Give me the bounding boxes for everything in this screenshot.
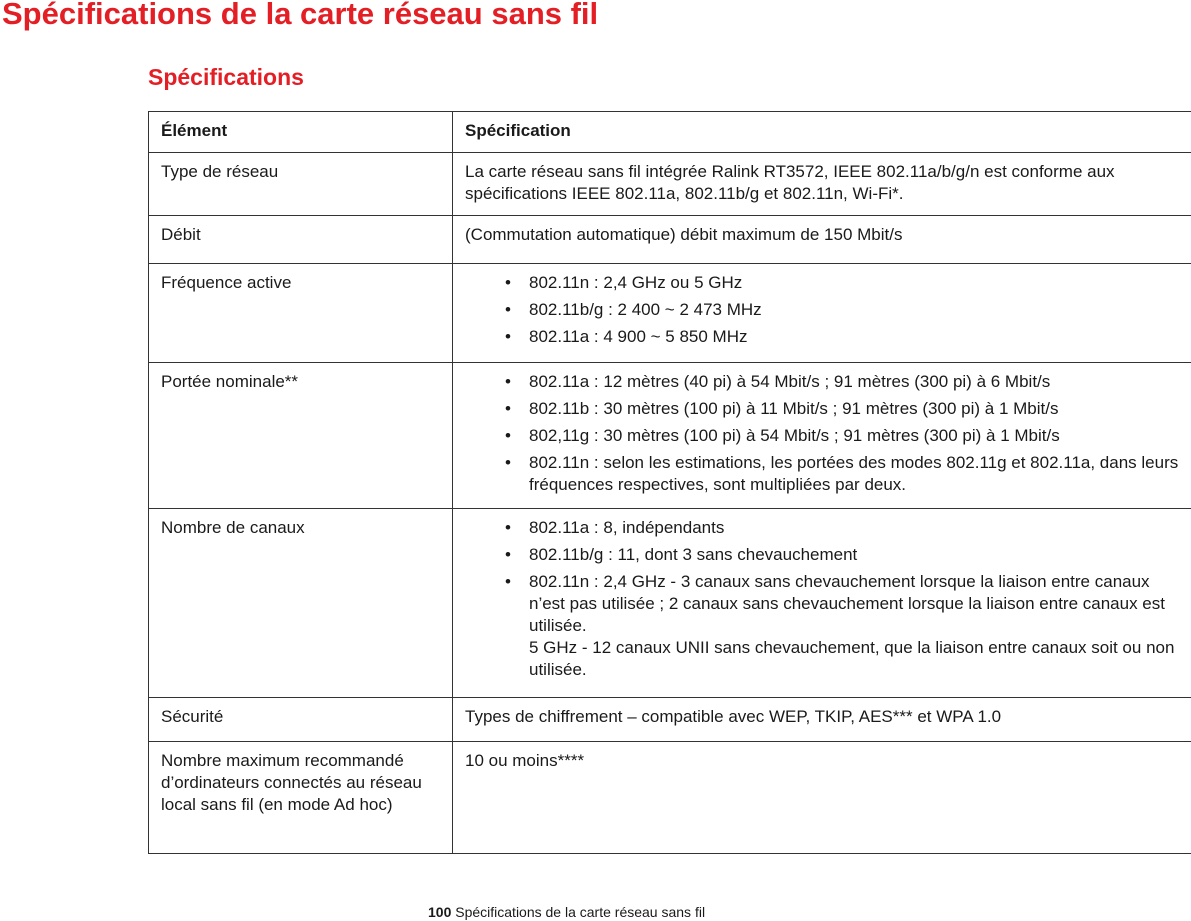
- row-label-throughput: Débit: [149, 216, 453, 264]
- bullet-icon: •: [505, 518, 511, 537]
- row-value-frequency: [453, 264, 1191, 363]
- specifications-table: [148, 111, 1191, 854]
- bullet-icon: •: [505, 545, 511, 564]
- column-header-specification: Spécification: [453, 112, 1191, 153]
- row-value-range: [453, 363, 1191, 509]
- column-header-element: Élément: [149, 112, 453, 153]
- row-label-range: Portée nominale**: [149, 363, 453, 509]
- bullet-icon: •: [505, 273, 511, 292]
- bullet-icon: •: [505, 372, 511, 391]
- table-row: [149, 153, 1191, 216]
- bullet-icon: •: [505, 399, 511, 418]
- table-row: [149, 509, 1191, 698]
- bullet-icon: •: [505, 300, 511, 319]
- list-item: • 802.11b/g : 11, dont 3 sans chevauchement: [505, 545, 858, 564]
- table-header-row: [149, 112, 1191, 153]
- footer-text: Spécifications de la carte réseau sans fil: [455, 904, 706, 920]
- channels-list: [465, 517, 1179, 681]
- channels-5ghz-note: 5 GHz - 12 canaux UNII sans chevauchement, que la liaison entre canaux soit ou non utilisée.: [529, 638, 1175, 679]
- list-item: • 802.11n : 2,4 GHz - 3 canaux sans chevauchement lorsque la liaison entre canaux n’est pas utilisée ; 2 canaux sans chevauchement lorsque la liaison entre canaux est utilisée. 5 GHz - 12 canaux UNII sans chevauchement, que la liaison entre canaux soit ou non utilisée.: [465, 571, 1179, 681]
- list-item: • 802.11b : 30 mètres (100 pi) à 11 Mbit/s ; 91 mètres (300 pi) à 1 Mbit/s: [505, 399, 1059, 418]
- list-item: • 802.11n : 2,4 GHz ou 5 GHz: [505, 273, 743, 292]
- row-label-channels: Nombre de canaux: [149, 509, 453, 698]
- table-row: [149, 264, 1191, 363]
- list-item: • 802,11g : 30 mètres (100 pi) à 54 Mbit/s ; 91 mètres (300 pi) à 1 Mbit/s: [505, 426, 1060, 445]
- row-value-throughput: (Commutation automatique) débit maximum de 150 Mbit/s: [453, 216, 1191, 264]
- table-row: [149, 216, 1191, 264]
- row-label-frequency: Fréquence active: [149, 264, 453, 363]
- table-row: [149, 698, 1191, 742]
- page-footer: [428, 904, 705, 920]
- list-item: • 802.11n : selon les estimations, les portées des modes 802.11g et 802.11a, dans leurs fréquences respectives, sont multipliées par deux.: [505, 453, 1179, 494]
- bullet-icon: •: [505, 426, 511, 445]
- row-value-network-type: La carte réseau sans fil intégrée Ralink RT3572, IEEE 802.11a/b/g/n est conforme aux spécifications IEEE 802.11a, 802.11b/g et 802.11n, Wi-Fi*.: [453, 153, 1191, 216]
- frequency-list: [465, 272, 1179, 348]
- table-row: [149, 363, 1191, 509]
- section-title: Spécifications: [148, 64, 304, 90]
- row-label-network-type: Type de réseau: [149, 153, 453, 216]
- table-row: [149, 742, 1191, 854]
- bullet-icon: •: [505, 453, 511, 472]
- list-item: • 802.11b/g : 2 400 ~ 2 473 MHz: [505, 300, 762, 319]
- page-title: Spécifications de la carte réseau sans fil: [2, 0, 599, 31]
- row-value-max-computers: 10 ou moins****: [453, 742, 1191, 854]
- row-value-channels: [453, 509, 1191, 698]
- list-item: • 802.11a : 4 900 ~ 5 850 MHz: [505, 327, 748, 346]
- range-list: [465, 371, 1179, 496]
- bullet-icon: •: [505, 572, 511, 591]
- row-label-max-computers: Nombre maximum recommandé d’ordinateurs connectés au réseau local sans fil (en mode Ad hoc): [149, 742, 453, 854]
- list-item: • 802.11a : 8, indépendants: [505, 518, 725, 537]
- row-label-security: Sécurité: [149, 698, 453, 742]
- list-item: • 802.11a : 12 mètres (40 pi) à 54 Mbit/s ; 91 mètres (300 pi) à 6 Mbit/s: [505, 372, 1051, 391]
- row-value-security: Types de chiffrement – compatible avec WEP, TKIP, AES*** et WPA 1.0: [453, 698, 1191, 742]
- page-number: 100: [428, 904, 452, 920]
- bullet-icon: •: [505, 327, 511, 346]
